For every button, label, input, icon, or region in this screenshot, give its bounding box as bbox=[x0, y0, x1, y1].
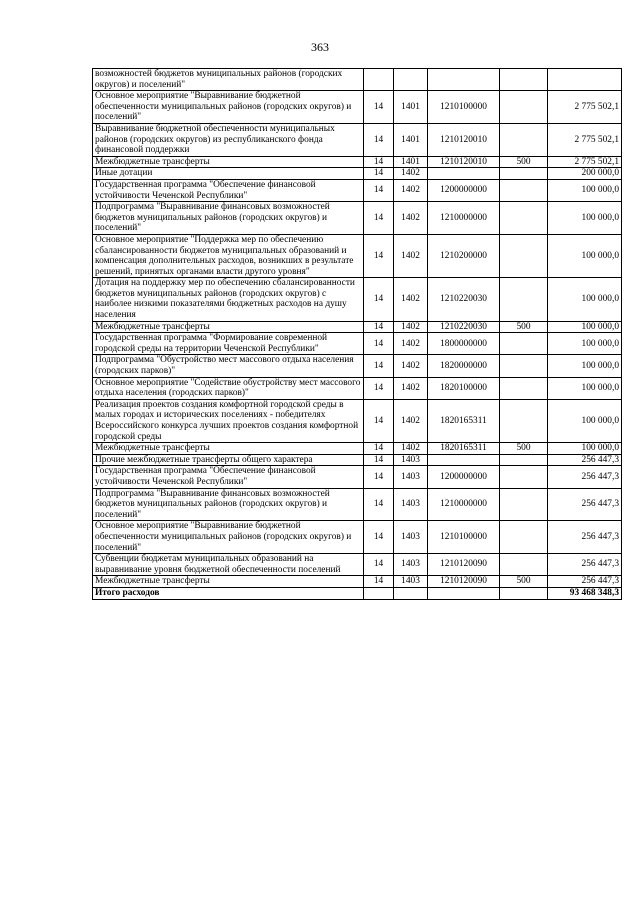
table-row bbox=[93, 123, 622, 156]
row-subsection-cell: 1402 bbox=[394, 321, 428, 333]
row-target-article-cell: 1210000000 bbox=[428, 488, 500, 521]
row-sum-cell: 256 447,3 bbox=[548, 466, 622, 488]
row-subsection-cell: 1403 bbox=[394, 521, 428, 554]
row-section-cell: 14 bbox=[364, 156, 394, 168]
row-subsection-cell: 1403 bbox=[394, 488, 428, 521]
row-subsection-cell bbox=[394, 69, 428, 91]
row-section-cell: 14 bbox=[364, 576, 394, 588]
row-section-cell: 14 bbox=[364, 168, 394, 180]
row-target-article-cell: 1210220030 bbox=[428, 321, 500, 333]
row-target-article-cell: 1210120010 bbox=[428, 156, 500, 168]
row-expense-type-cell: 500 bbox=[500, 576, 548, 588]
table-row bbox=[93, 454, 622, 466]
row-subsection-cell: 1402 bbox=[394, 202, 428, 235]
row-expense-type-cell bbox=[500, 454, 548, 466]
row-name-cell: Подпрограмма "Обустройство мест массового отдыха населения (городских парков)" bbox=[93, 355, 364, 377]
table-row bbox=[93, 355, 622, 377]
row-target-article-cell: 1210100000 bbox=[428, 521, 500, 554]
row-sum-cell: 100 000,0 bbox=[548, 179, 622, 201]
row-target-article-cell: 1820100000 bbox=[428, 377, 500, 399]
row-section-cell: 14 bbox=[364, 377, 394, 399]
row-name-cell: Основное мероприятие "Поддержка мер по обеспечению сбалансированности бюджетов муниципальных образований и компенсация дополнительных расходов, возникших в результате решений, принятых органами власти другого уровня" bbox=[93, 234, 364, 277]
row-expense-type-cell bbox=[500, 355, 548, 377]
row-expense-type-cell bbox=[500, 466, 548, 488]
row-section-cell: 14 bbox=[364, 454, 394, 466]
row-target-article-cell: 1210200000 bbox=[428, 234, 500, 277]
row-section-cell: 14 bbox=[364, 278, 394, 321]
row-subsection-cell: 1403 bbox=[394, 466, 428, 488]
row-sum-cell: 100 000,0 bbox=[548, 202, 622, 235]
row-target-article-cell: 1200000000 bbox=[428, 466, 500, 488]
row-section-cell: 14 bbox=[364, 554, 394, 576]
row-target-article-cell: 1210120090 bbox=[428, 554, 500, 576]
table-row bbox=[93, 202, 622, 235]
row-target-article-cell: 1820165311 bbox=[428, 443, 500, 455]
table-row bbox=[93, 234, 622, 277]
row-subsection-cell: 1401 bbox=[394, 91, 428, 124]
row-name-cell: Государственная программа "Обеспечение финансовой устойчивости Чеченской Республики" bbox=[93, 466, 364, 488]
row-name-cell: Подпрограмма "Выравнивание финансовых возможностей бюджетов муниципальных районов (городских округов) и поселений" bbox=[93, 488, 364, 521]
row-subsection-cell: 1403 bbox=[394, 554, 428, 576]
row-name-cell: Межбюджетные трансферты bbox=[93, 576, 364, 588]
row-section-cell: 14 bbox=[364, 443, 394, 455]
row-sum-cell: 2 775 502,1 bbox=[548, 156, 622, 168]
row-sum-cell: 256 447,3 bbox=[548, 488, 622, 521]
row-expense-type-cell bbox=[500, 488, 548, 521]
total-label: Итого расходов bbox=[93, 587, 364, 599]
row-sum-cell: 256 447,3 bbox=[548, 554, 622, 576]
row-sum-cell: 256 447,3 bbox=[548, 521, 622, 554]
row-subsection-cell: 1402 bbox=[394, 399, 428, 442]
row-subsection-cell: 1401 bbox=[394, 156, 428, 168]
table-row bbox=[93, 521, 622, 554]
row-sum-cell: 100 000,0 bbox=[548, 321, 622, 333]
row-expense-type-cell bbox=[500, 179, 548, 201]
table-row bbox=[93, 278, 622, 321]
row-sum-cell bbox=[548, 69, 622, 91]
row-target-article-cell: 1800000000 bbox=[428, 333, 500, 355]
row-target-article-cell: 1210000000 bbox=[428, 202, 500, 235]
row-name-cell: Иные дотации bbox=[93, 168, 364, 180]
row-sum-cell: 100 000,0 bbox=[548, 333, 622, 355]
row-subsection-cell: 1402 bbox=[394, 443, 428, 455]
row-sum-cell: 100 000,0 bbox=[548, 278, 622, 321]
row-target-article-cell: 1820000000 bbox=[428, 355, 500, 377]
table-body bbox=[93, 69, 622, 600]
expenditure-table bbox=[92, 68, 622, 600]
total-empty-cell bbox=[394, 587, 428, 599]
row-section-cell: 14 bbox=[364, 179, 394, 201]
row-name-cell: Основное мероприятие "Выравнивание бюджетной обеспеченности муниципальных районов (городских округов) и поселений" bbox=[93, 91, 364, 124]
table-row bbox=[93, 179, 622, 201]
total-row bbox=[93, 587, 622, 599]
row-expense-type-cell bbox=[500, 377, 548, 399]
row-sum-cell: 256 447,3 bbox=[548, 454, 622, 466]
row-target-article-cell: 1210120090 bbox=[428, 576, 500, 588]
table-row bbox=[93, 488, 622, 521]
row-expense-type-cell bbox=[500, 69, 548, 91]
row-name-cell: Субвенции бюджетам муниципальных образований на выравнивание уровня бюджетной обеспеченности поселений bbox=[93, 554, 364, 576]
row-section-cell: 14 bbox=[364, 333, 394, 355]
row-sum-cell: 100 000,0 bbox=[548, 399, 622, 442]
row-name-cell: Межбюджетные трансферты bbox=[93, 156, 364, 168]
row-expense-type-cell: 500 bbox=[500, 443, 548, 455]
row-expense-type-cell bbox=[500, 202, 548, 235]
row-subsection-cell: 1402 bbox=[394, 179, 428, 201]
row-subsection-cell: 1402 bbox=[394, 234, 428, 277]
row-name-cell: Межбюджетные трансферты bbox=[93, 443, 364, 455]
row-sum-cell: 2 775 502,1 bbox=[548, 91, 622, 124]
row-expense-type-cell: 500 bbox=[500, 156, 548, 168]
table-row bbox=[93, 69, 622, 91]
row-name-cell: Основное мероприятие "Содействие обустройству мест массового отдыха населения (городских парков)" bbox=[93, 377, 364, 399]
row-target-article-cell bbox=[428, 454, 500, 466]
table-row bbox=[93, 168, 622, 180]
table-row bbox=[93, 399, 622, 442]
row-name-cell: возможностей бюджетов муниципальных районов (городских округов) и поселений" bbox=[93, 69, 364, 91]
table-row bbox=[93, 333, 622, 355]
row-expense-type-cell bbox=[500, 123, 548, 156]
row-expense-type-cell bbox=[500, 168, 548, 180]
row-name-cell: Основное мероприятие "Выравнивание бюджетной обеспеченности муниципальных районов (городских округов) и поселений" bbox=[93, 521, 364, 554]
row-name-cell: Межбюджетные трансферты bbox=[93, 321, 364, 333]
row-expense-type-cell bbox=[500, 399, 548, 442]
table-row bbox=[93, 466, 622, 488]
row-section-cell: 14 bbox=[364, 488, 394, 521]
table-row bbox=[93, 156, 622, 168]
row-name-cell: Государственная программа "Формирование современной городской среды на территории Чеченской Республики" bbox=[93, 333, 364, 355]
row-name-cell: Государственная программа "Обеспечение финансовой устойчивости Чеченской Республики" bbox=[93, 179, 364, 201]
table-row bbox=[93, 576, 622, 588]
row-section-cell: 14 bbox=[364, 321, 394, 333]
row-sum-cell: 100 000,0 bbox=[548, 377, 622, 399]
row-section-cell: 14 bbox=[364, 202, 394, 235]
row-subsection-cell: 1402 bbox=[394, 333, 428, 355]
row-expense-type-cell bbox=[500, 333, 548, 355]
page-number: 363 bbox=[311, 40, 329, 54]
table-row bbox=[93, 443, 622, 455]
row-sum-cell: 100 000,0 bbox=[548, 355, 622, 377]
row-target-article-cell: 1210220030 bbox=[428, 278, 500, 321]
row-name-cell: Реализация проектов создания комфортной городской среды в малых городах и исторических поселениях - победителях Всероссийского конкурса лучших проектов создания комфортной городской среды bbox=[93, 399, 364, 442]
row-subsection-cell: 1402 bbox=[394, 168, 428, 180]
total-empty-cell bbox=[428, 587, 500, 599]
row-sum-cell: 200 000,0 bbox=[548, 168, 622, 180]
table-row bbox=[93, 377, 622, 399]
row-name-cell: Дотация на поддержку мер по обеспечению сбалансированности бюджетов муниципальных районов (городских округов) с наиболее низкими показателями бюджетных расходов на душу населения bbox=[93, 278, 364, 321]
row-section-cell: 14 bbox=[364, 234, 394, 277]
row-section-cell: 14 bbox=[364, 399, 394, 442]
row-name-cell: Выравнивание бюджетной обеспеченности муниципальных районов (городских округов) из республиканского фонда финансовой поддержки bbox=[93, 123, 364, 156]
row-name-cell: Подпрограмма "Выравнивание финансовых возможностей бюджетов муниципальных районов (городских округов) и поселений" bbox=[93, 202, 364, 235]
row-section-cell: 14 bbox=[364, 521, 394, 554]
row-target-article-cell bbox=[428, 69, 500, 91]
row-sum-cell: 2 775 502,1 bbox=[548, 123, 622, 156]
row-section-cell: 14 bbox=[364, 466, 394, 488]
row-target-article-cell: 1820165311 bbox=[428, 399, 500, 442]
row-section-cell: 14 bbox=[364, 355, 394, 377]
row-section-cell bbox=[364, 69, 394, 91]
row-expense-type-cell: 500 bbox=[500, 321, 548, 333]
total-empty-cell bbox=[500, 587, 548, 599]
total-empty-cell bbox=[364, 587, 394, 599]
row-target-article-cell: 1210120010 bbox=[428, 123, 500, 156]
row-expense-type-cell bbox=[500, 554, 548, 576]
row-subsection-cell: 1402 bbox=[394, 355, 428, 377]
row-sum-cell: 100 000,0 bbox=[548, 443, 622, 455]
row-expense-type-cell bbox=[500, 91, 548, 124]
row-expense-type-cell bbox=[500, 234, 548, 277]
row-subsection-cell: 1402 bbox=[394, 377, 428, 399]
row-target-article-cell: 1210100000 bbox=[428, 91, 500, 124]
row-sum-cell: 256 447,3 bbox=[548, 576, 622, 588]
row-expense-type-cell bbox=[500, 278, 548, 321]
row-section-cell: 14 bbox=[364, 91, 394, 124]
total-sum: 93 468 348,3 bbox=[548, 587, 622, 599]
row-name-cell: Прочие межбюджетные трансферты общего характера bbox=[93, 454, 364, 466]
row-target-article-cell: 1200000000 bbox=[428, 179, 500, 201]
row-expense-type-cell bbox=[500, 521, 548, 554]
row-section-cell: 14 bbox=[364, 123, 394, 156]
table-row bbox=[93, 554, 622, 576]
table-row bbox=[93, 321, 622, 333]
row-sum-cell: 100 000,0 bbox=[548, 234, 622, 277]
row-subsection-cell: 1403 bbox=[394, 454, 428, 466]
table-row bbox=[93, 91, 622, 124]
row-subsection-cell: 1401 bbox=[394, 123, 428, 156]
row-subsection-cell: 1403 bbox=[394, 576, 428, 588]
row-subsection-cell: 1402 bbox=[394, 278, 428, 321]
row-target-article-cell bbox=[428, 168, 500, 180]
